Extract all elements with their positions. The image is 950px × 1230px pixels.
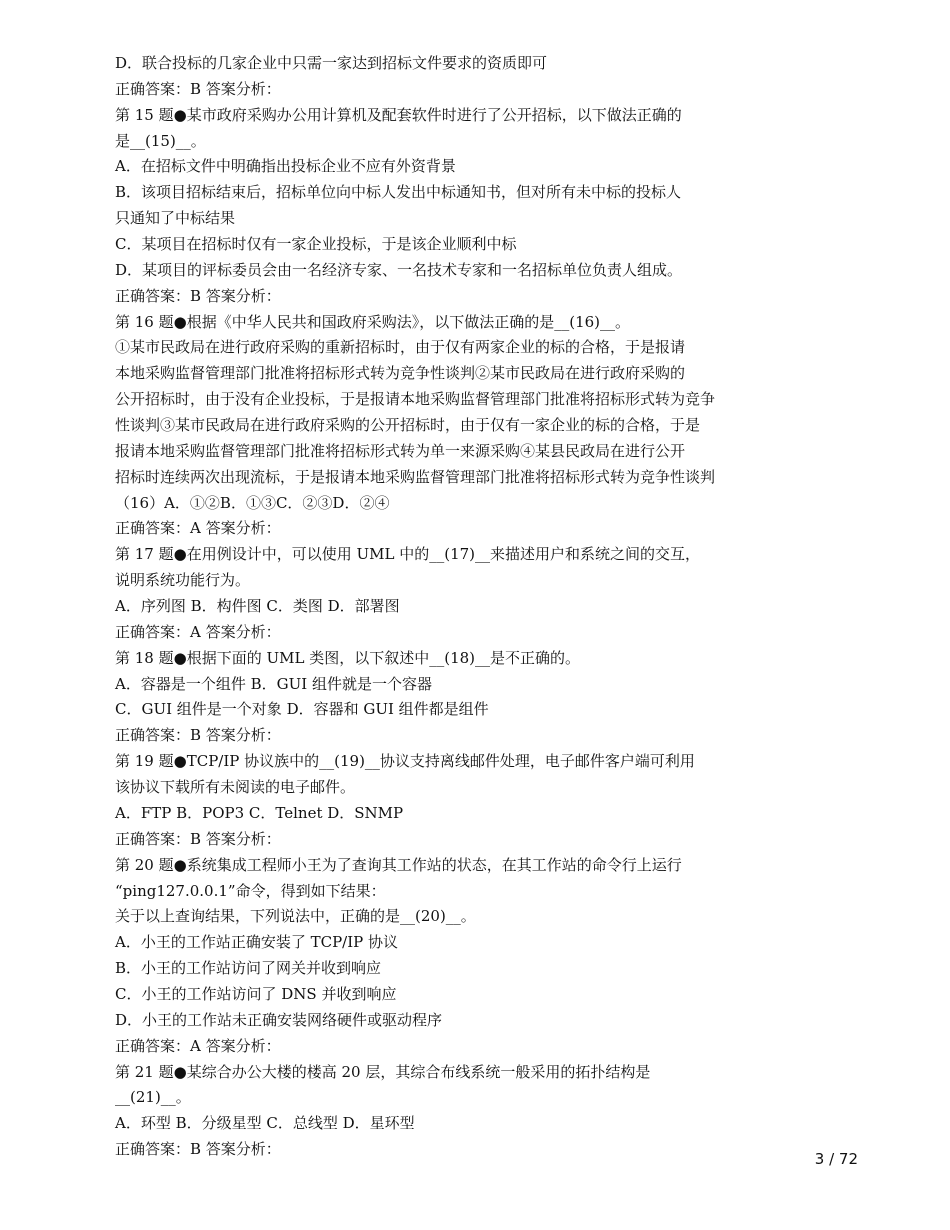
text-line: 报请本地采购监督管理部门批准将招标形式转为单一来源采购④某县民政局在进行公开: [115, 441, 686, 460]
option-line: C．某项目在招标时仅有一家企业投标，于是该企业顺利中标: [115, 235, 517, 254]
question-18-line: 第 18 题●根据下面的 UML 类图，以下叙述中__(18)__是不正确的。: [115, 648, 581, 667]
answer-line: 正确答案：B 答案分析：: [115, 829, 281, 848]
text-line: 关于以上查询结果，下列说法中，正确的是__(20)__。: [115, 907, 476, 926]
text-line: 公开招标时，由于没有企业投标，于是报请本地采购监督管理部门批准将招标形式转为竞争: [115, 390, 716, 409]
option-line: B．小王的工作站访问了网关并收到响应: [115, 959, 382, 978]
option-line: A．FTP B．POP3 C．Telnet D．SNMP: [115, 803, 404, 822]
text-line: __(21)__。: [115, 1088, 191, 1107]
page-number: 3 / 72: [814, 1150, 858, 1168]
question-20-line: 第 20 题●系统集成工程师小王为了查询其工作站的状态，在其工作站的命令行上运行: [115, 855, 682, 874]
option-line: A．在招标文件中明确指出投标企业不应有外资背景: [115, 157, 456, 176]
answer-line: 正确答案：B 答案分析：: [115, 726, 281, 745]
text-line: 是__(15)__。: [115, 131, 206, 150]
question-16-line: 第 16 题●根据《中华人民共和国政府采购法》，以下做法正确的是__(16)__。: [115, 312, 631, 331]
answer-line: 正确答案：A 答案分析：: [115, 622, 281, 641]
answer-line: 正确答案：B 答案分析：: [115, 1140, 281, 1159]
option-line: C．GUI 组件是一个对象 D．容器和 GUI 组件都是组件: [115, 700, 489, 719]
text-line: D．联合投标的几家企业中只需一家达到招标文件要求的资质即可: [115, 54, 548, 72]
document-body: [115, 51, 815, 1163]
answer-line: 正确答案：B 答案分析：: [115, 79, 281, 98]
answer-line: 正确答案：B 答案分析：: [115, 286, 281, 305]
question-21-line: 第 21 题●某综合办公大楼的楼高 20 层，其综合布线系统一般采用的拓扑结构是: [115, 1062, 651, 1081]
text-line: ①某市民政局在进行政府采购的重新招标时，由于仅有两家企业的标的合格，于是报请: [115, 338, 686, 357]
text-line: 只通知了中标结果: [115, 209, 236, 228]
text-line: “ping127.0.0.1”命令，得到如下结果：: [115, 881, 386, 900]
option-line: A．小王的工作站正确安装了 TCP/IP 协议: [115, 933, 399, 952]
option-line: （16）A．①②B．①③C．②③D．②④: [115, 493, 390, 512]
option-line: A．环型 B．分级星型 C．总线型 D．星环型: [115, 1114, 415, 1133]
question-17-line: 第 17 题●在用例设计中，可以使用 UML 中的__(17)__来描述用户和系统之间的交互，: [115, 545, 701, 564]
option-line: B．该项目招标结束后，招标单位向中标人发出中标通知书，但对所有未中标的投标人: [115, 183, 682, 202]
question-19-line: 第 19 题●TCP/IP 协议族中的__(19)__协议支持离线邮件处理，电子邮件客户端可利用: [115, 752, 695, 771]
text-line: 说明系统功能行为。: [115, 571, 251, 590]
option-line: A．序列图 B．构件图 C．类图 D．部署图: [115, 597, 400, 616]
option-line: A．容器是一个组件 B．GUI 组件就是一个容器: [115, 674, 432, 693]
text-line: 性谈判③某市民政局在进行政府采购的公开招标时，由于仅有一家企业的标的合格，于是: [115, 416, 701, 435]
answer-line: 正确答案：A 答案分析：: [115, 519, 281, 538]
option-line: C．小王的工作站访问了 DNS 并收到响应: [115, 984, 397, 1003]
text-line: 本地采购监督管理部门批准将招标形式转为竞争性谈判②某市民政局在进行政府采购的: [115, 364, 686, 383]
option-line: D．小王的工作站未正确安装网络硬件或驱动程序: [115, 1010, 443, 1029]
answer-line: 正确答案：A 答案分析：: [115, 1036, 281, 1055]
option-line: D．某项目的评标委员会由一名经济专家、一名技术专家和一名招标单位负责人组成。: [115, 260, 683, 279]
text-line: 招标时连续两次出现流标，于是报请本地采购监督管理部门批准将招标形式转为竞争性谈判: [115, 467, 716, 486]
text-line: 该协议下载所有未阅读的电子邮件。: [115, 778, 356, 797]
question-15-line: 第 15 题●某市政府采购办公用计算机及配套软件时进行了公开招标，以下做法正确的: [115, 105, 682, 124]
